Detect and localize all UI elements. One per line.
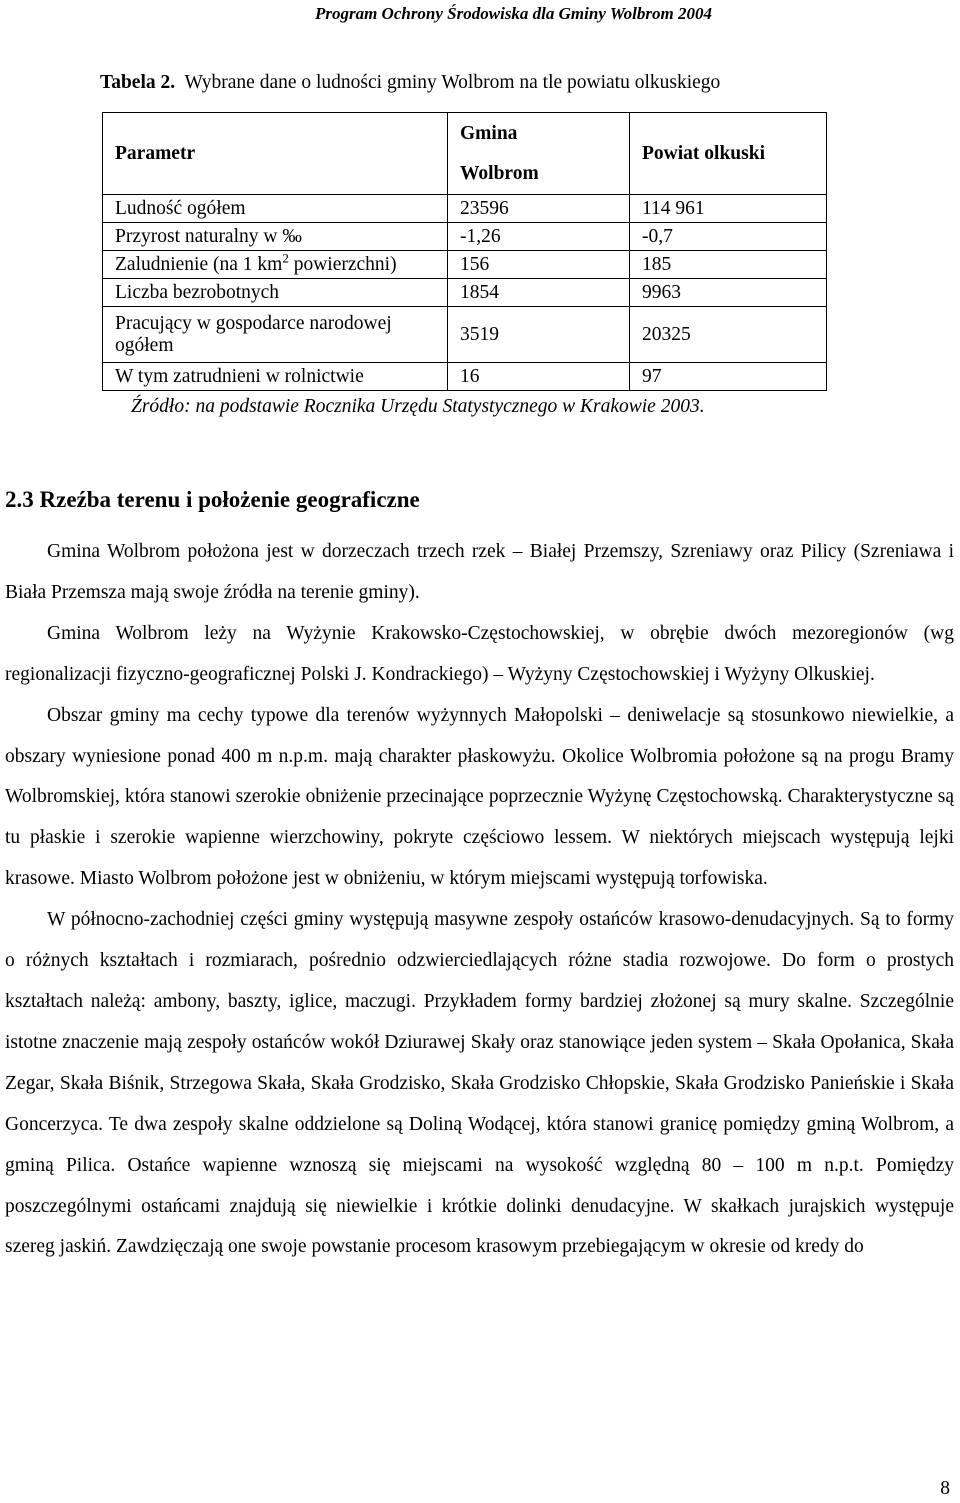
row-powiat: 97 [630,363,827,391]
row-powiat: 114 961 [630,195,827,223]
header-gmina-line2: Wolbrom [460,162,539,184]
header-powiat: Powiat olkuski [630,113,827,195]
table-row [103,363,827,391]
header-param: Parametr [103,113,448,195]
table-header-row [103,113,827,195]
row-param: W tym zatrudnieni w rolnictwie [103,363,448,391]
row-gmina: 156 [448,251,630,279]
paragraph: Obszar gminy ma cechy typowe dla terenów wyżynnych Małopolski – deniwelacje są stosunkowo niewielkie, a obszary wyniesione ponad 400 m n.p.m. mają charakter płaskowyżu. Okolice Wolbromia położone są na progu Bramy Wolbromskiej, która stanowi szerokie obniżenie przecinające poprzecznie Wyżynę Częstochowską. Charakterystyczne są tu płaskie i szerokie wapienne wierzchowiny, pokryte częściowo lessem. W niektórych miejscach występują lejki krasowe. Miasto Wolbrom położone jest w obniżeniu, w którym miejscami występują torfowiska. [5,704,954,890]
section-heading: 2.3 Rzeźba terenu i położenie geograficzne [5,487,420,512]
header-gmina-line1: Gmina [460,122,518,144]
header-gmina [448,113,630,195]
table-row [103,251,827,279]
table-row [103,223,827,251]
table-caption-text: Wybrane dane o ludności gminy Wolbrom na tle powiatu olkuskiego [184,72,721,93]
paragraph: Gmina Wolbrom leży na Wyżynie Krakowsko-Częstochowskiej, w obrębie dwóch mezoregionów (wg regionalizacji fizyczno-geograficznej Polski J. Kondrackiego) – Wyżyny Częstochowskiej i Wyżyny Olkuskiej. [5,622,954,685]
body-text [5,532,954,1268]
row-powiat: 185 [630,251,827,279]
row-powiat: 20325 [630,307,827,363]
population-table [102,112,827,391]
row-gmina: 16 [448,363,630,391]
page-number: 8 [940,1478,950,1499]
paragraph: W północno-zachodniej części gminy występują masywne zespoły ostańców krasowo-denudacyjnych. Są to formy o różnych kształtach i rozmiarach, pośrednio odzwierciedlających różne stadia rozwojowe. Do form o prostych kształtach należą: ambony, baszty, iglice, maczugi. Przykładem formy bardziej złożonej są mury skalne. Szczególnie istotne znaczenie mają zespoły ostańców wokół Dziurawej Skały oraz stanowiące jeden system – Skała Opołanica, Skała Zegar, Skała Biśnik, Strzegowa Skała, Skała Grodzisko, Skała Grodzisko Chłopskie, Skała Grodzisko Panieńskie i Skała Goncerzyca. Te dwa zespoły skalne oddzielone są Doliną Wodącej, która stanowi granicę pomiędzy gminą Wolbrom, a gminą Pilica. Ostańce wapienne wznoszą się miejscami na wysokość względną 80 – 100 m n.p.t. Pomiędzy poszczególnymi ostańcami znajdują się niewielkie i krótkie dolinki denudacyjne. W skałkach jurajskich występuje szereg jaskiń. Zawdzięczają one swoje powstanie procesom krasowym przebiegającym w okresie od kredy do [5,909,954,1258]
row-gmina: 1854 [448,279,630,307]
row-param: Liczba bezrobotnych [103,279,448,307]
table-row [103,307,827,363]
row-gmina: -1,26 [448,223,630,251]
row-powiat: -0,7 [630,223,827,251]
row-param: Ludność ogółem [103,195,448,223]
row-gmina: 3519 [448,307,630,363]
superscript-two: 2 [282,250,289,265]
row-powiat: 9963 [630,279,827,307]
row-param: Przyrost naturalny w ‰ [103,223,448,251]
table-caption-label: Tabela 2. [100,72,176,93]
row-param: Pracujący w gospodarce narodowej ogółem [103,307,448,363]
table-row [103,279,827,307]
row-gmina: 23596 [448,195,630,223]
table-source: Źródło: na podstawie Rocznika Urzędu Statystycznego w Krakowie 2003. [131,396,705,417]
row-param: Zaludnienie (na 1 $km^2$ powierzchni) [103,251,448,279]
paragraph: Gmina Wolbrom położona jest w dorzeczach trzech rzek – Białej Przemszy, Szreniawy oraz Pilicy (Szreniawa i Biała Przemsza mają swoje źródła na terenie gminy). [5,541,954,603]
table-row [103,195,827,223]
table-caption [100,72,720,94]
page-header: Program Ochrony Środowiska dla Gminy Wolbrom 2004 [314,4,712,23]
